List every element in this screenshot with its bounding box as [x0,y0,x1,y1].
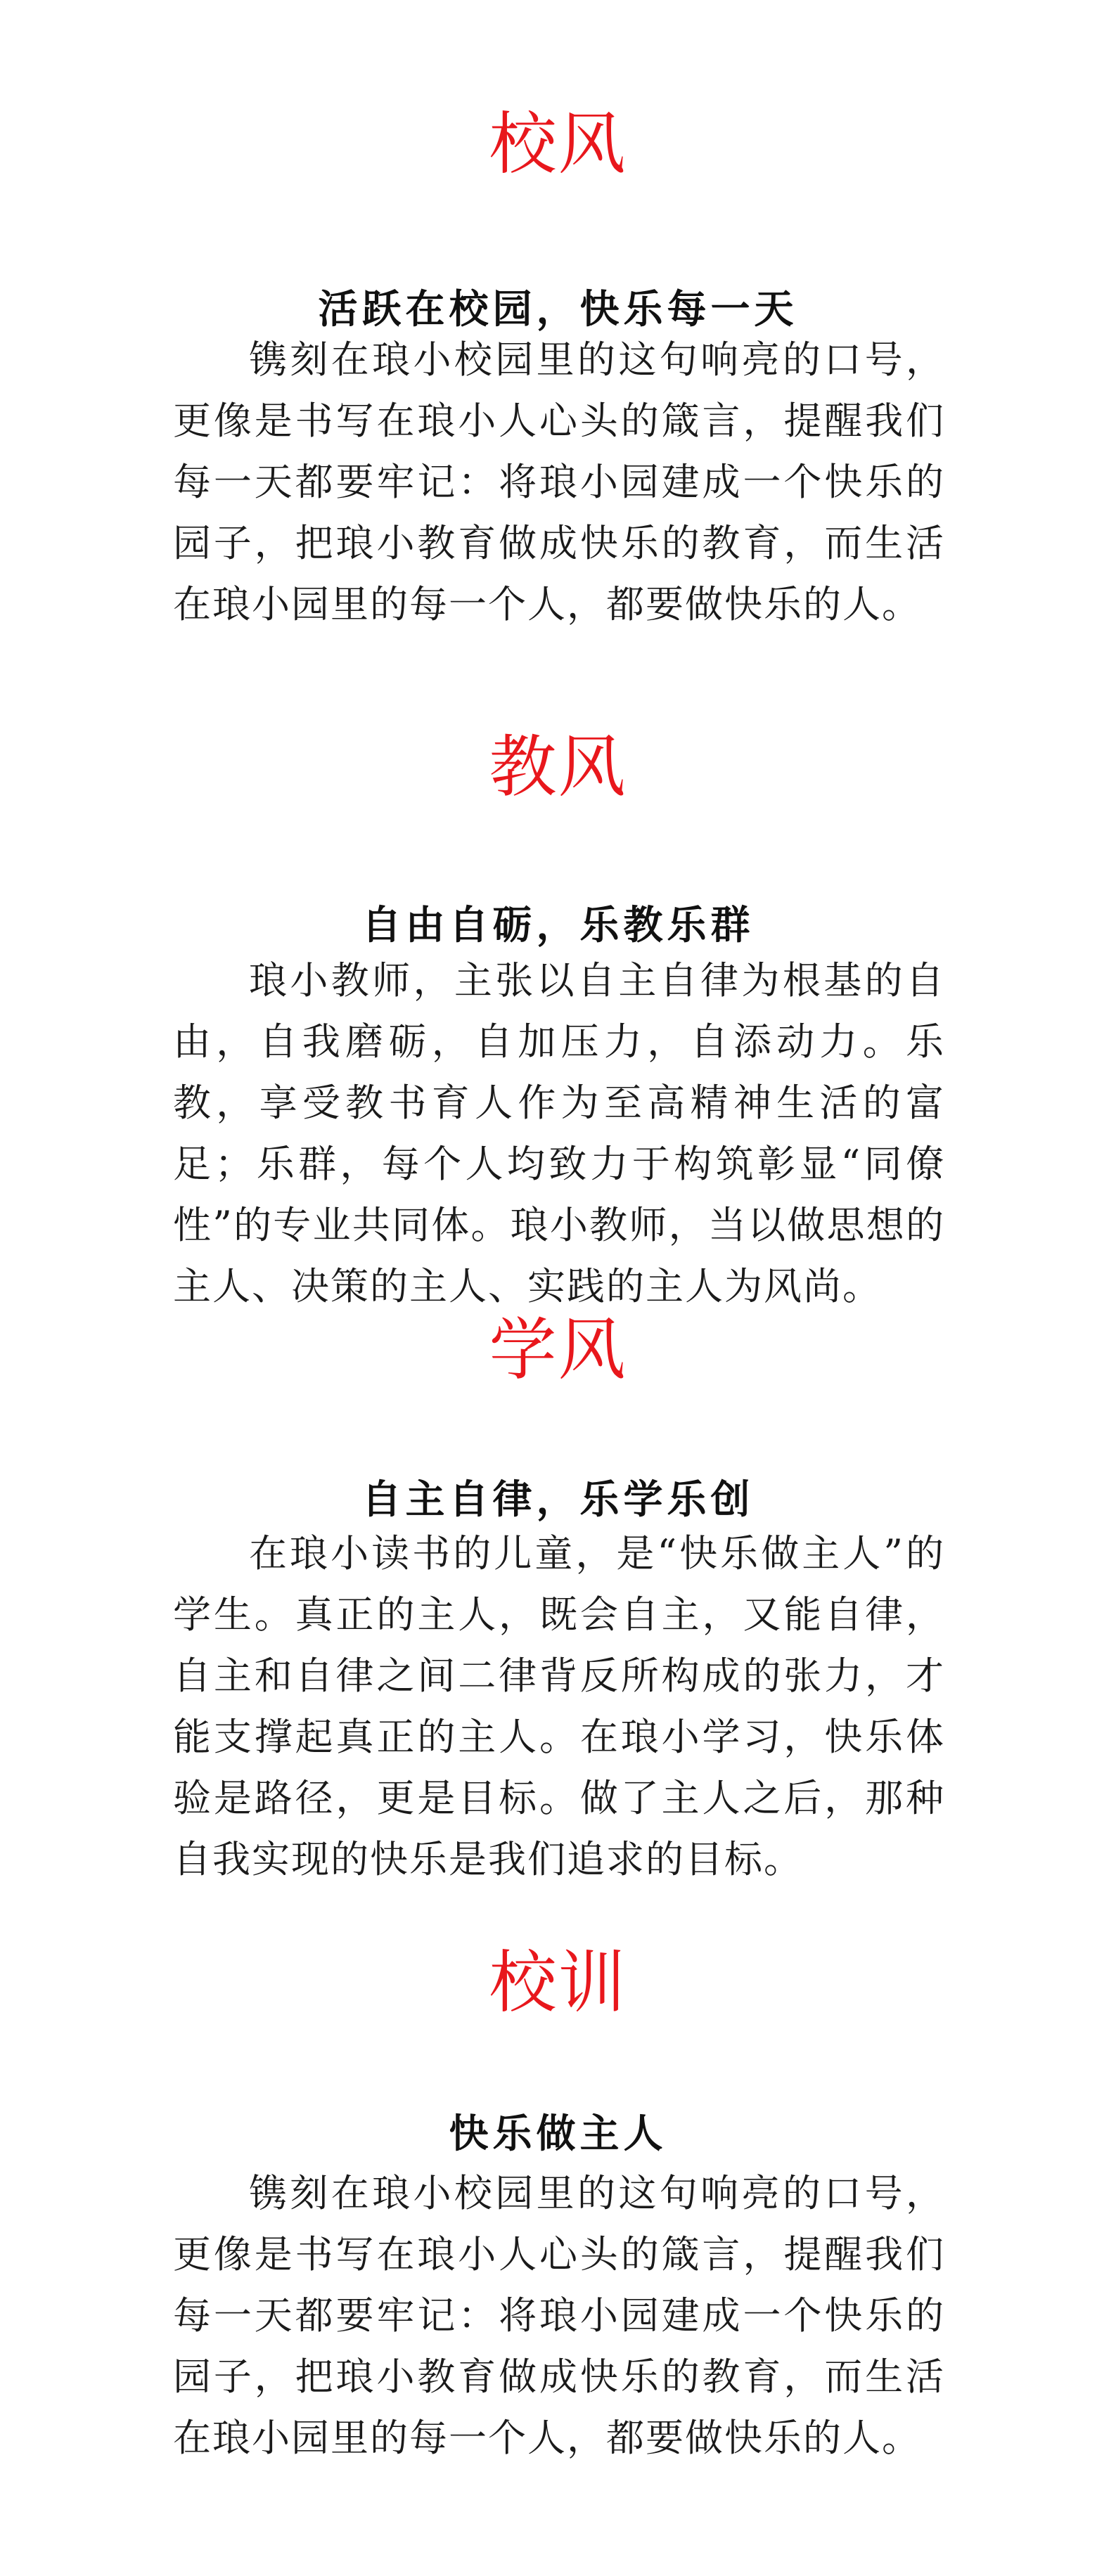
section-title: 校风 [489,105,627,183]
section-subtitle: 自由自砺，乐教乐群 [361,902,755,948]
section-study-spirit [0,1308,1116,1881]
section-body: 琅小教师，主张以自主自律为根基的自由，自我磨砺，自加压力，自添动力。乐教，享受教书育人作为至高精神生活的富足；乐群，每个人均致力于构筑彰显“同僚性”的专业共同体。琅小教师，当以做思想的主人、决策的主人、实践的主人为风尚。 [173,958,945,1308]
section-title: 学风 [489,1310,627,1389]
section-body: 镌刻在琅小校园里的这句响亮的口号，更像是书写在琅小人心头的箴言，提醒我们每一天都要牢记：将琅小园建成一个快乐的园子，把琅小教育做成快乐的教育，而生活在琅小园里的每一个人，都要做快乐的人。 [173,2171,945,2460]
section-subtitle: 活跃在校园，快乐每一天 [318,286,798,333]
section-subtitle: 快乐做主人 [449,2111,667,2157]
section-title: 校训 [489,1943,627,2022]
section-teaching-spirit [0,725,1116,1308]
section-school-spirit [0,102,1116,626]
section-body: 在琅小读书的儿童，是“快乐做主人”的学生。真正的主人，既会自主，又能自律，自主和自律之间二律背反所构成的张力，才能支撑起真正的主人。在琅小学习，快乐体验是路径，更是目标。做了主人之后，那种自我实现的快乐是我们追求的目标。 [173,1531,945,1881]
section-subtitle: 自主自律，乐学乐创 [361,1476,755,1523]
section-school-motto [0,1940,1116,2460]
section-title: 教风 [489,728,627,806]
section-body: 镌刻在琅小校园里的这句响亮的口号，更像是书写在琅小人心头的箴言，提醒我们每一天都要牢记：将琅小园建成一个快乐的园子，把琅小教育做成快乐的教育，而生活在琅小园里的每一个人，都要做快乐的人。 [173,337,945,626]
